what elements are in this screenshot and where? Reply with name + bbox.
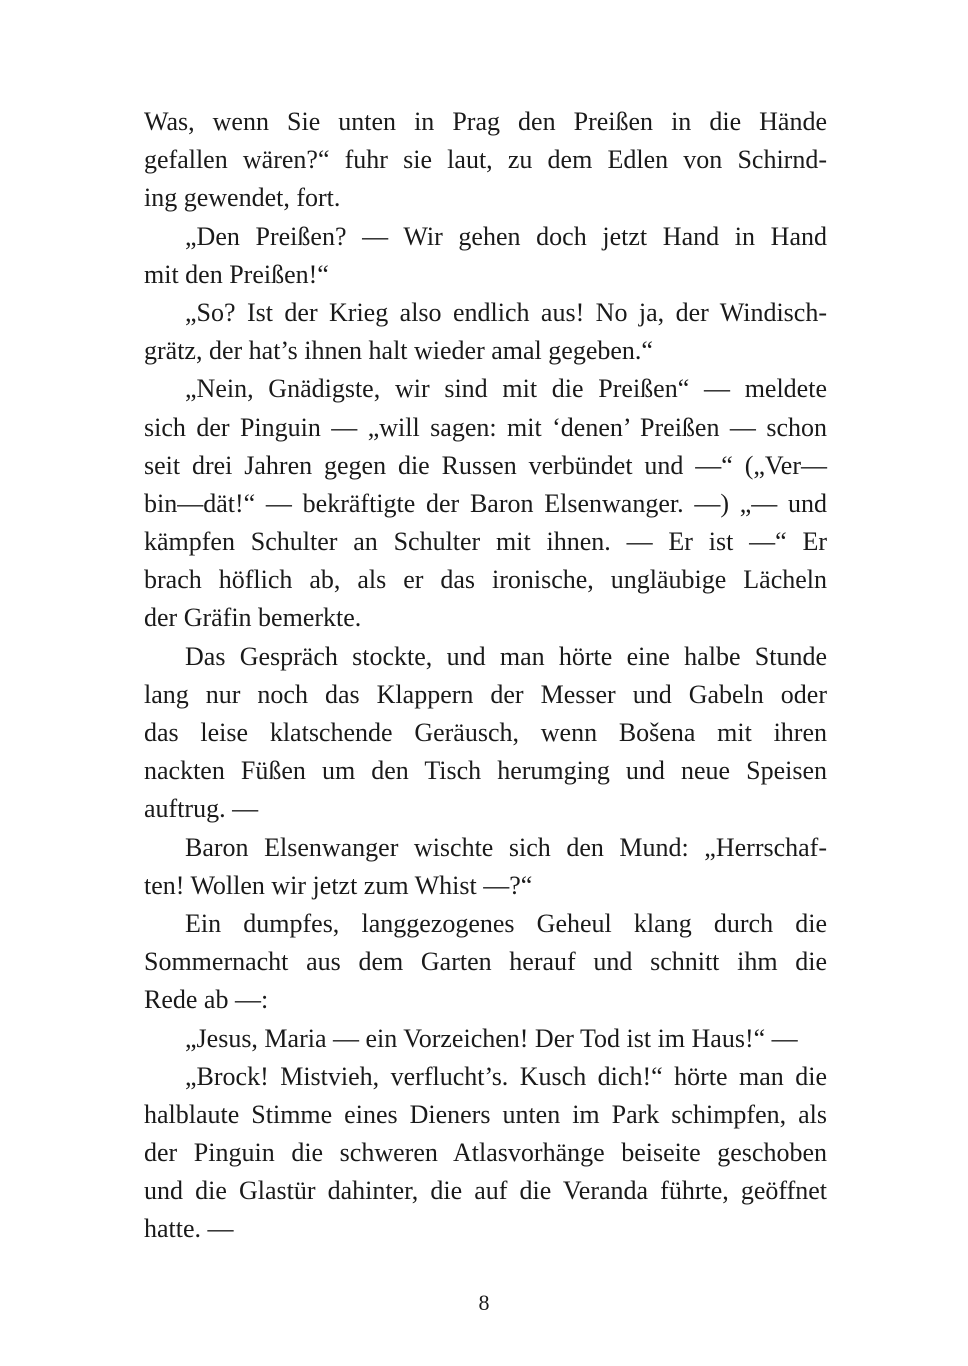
text-line: hatte. — — [144, 1214, 234, 1244]
text-line: „So? Ist der Krieg also endlich aus! No ja, der Windisch- — [185, 297, 827, 327]
text-line: und die Glastür dahinter, die auf die Veranda führte, geöffnet — [144, 1176, 827, 1206]
text-line: Das Gespräch stockte, und man hörte eine halbe Stunde — [185, 641, 827, 671]
text-line: ten! Wollen wir jetzt zum Whist —?“ — [144, 870, 533, 900]
body-text — [144, 103, 827, 1249]
text-line: der Gräfin bemerkte. — [144, 603, 362, 633]
text-line: kämpfen Schulter an Schulter mit ihnen. — Er ist —“ Er — [144, 527, 827, 557]
page-number: 8 — [478, 1290, 490, 1315]
text-line: halblaute Stimme eines Dieners unten im Park schimpfen, als — [144, 1099, 827, 1129]
text-line: der Pinguin die schweren Atlasvorhänge beiseite geschoben — [144, 1138, 827, 1168]
text-line: „Jesus, Maria — ein Vorzeichen! Der Tod ist im Haus!“ — — [185, 1023, 798, 1053]
text-line: das leise klatschende Geräusch, wenn Bošena mit ihren — [144, 718, 827, 747]
text-line: Ein dumpfes, langgezogenes Geheul klang durch die — [185, 908, 827, 938]
text-line: auftrug. — — [144, 794, 259, 824]
text-line: nackten Füßen um den Tisch herumging und neue Speisen — [144, 756, 827, 786]
text-line: „Brock! Mistvieh, verflucht’s. Kusch dich!“ hörte man die — [185, 1061, 827, 1091]
text-line: „Den Preißen? — Wir gehen doch jetzt Hand in Hand — [185, 221, 827, 251]
text-line: „Nein, Gnädigste, wir sind mit die Preißen“ — meldete — [185, 374, 827, 404]
text-line: mit den Preißen!“ — [144, 259, 329, 289]
text-line: seit drei Jahren gegen die Russen verbündet und —“ („Ver— — [144, 450, 827, 480]
text-line: grätz, der hat’s ihnen halt wieder amal gegeben.“ — [144, 336, 653, 366]
text-line: Baron Elsenwanger wischte sich den Mund: „Herrschaf- — [185, 832, 827, 862]
text-line: lang nur noch das Klappern der Messer und Gabeln oder — [144, 679, 827, 709]
text-line: Was, wenn Sie unten in Prag den Preißen in die Hände — [144, 107, 827, 136]
text-line: brach höflich ab, als er das ironische, ungläubige Lächeln — [144, 565, 827, 595]
text-line: Rede ab —: — [144, 985, 269, 1015]
text-line: bin—dät!“ — bekräftigte der Baron Elsenwanger. —) „— und — [144, 488, 827, 518]
text-line: Sommernacht aus dem Garten herauf und schnitt ihm die — [144, 947, 827, 977]
text-line: sich der Pinguin — „will sagen: mit ‘denen’ Preißen — schon — [144, 412, 827, 442]
text-line: gefallen wären?“ fuhr sie laut, zu dem Edlen von Schirnd- — [144, 145, 827, 175]
text-line: ing gewendet, fort. — [144, 183, 341, 213]
